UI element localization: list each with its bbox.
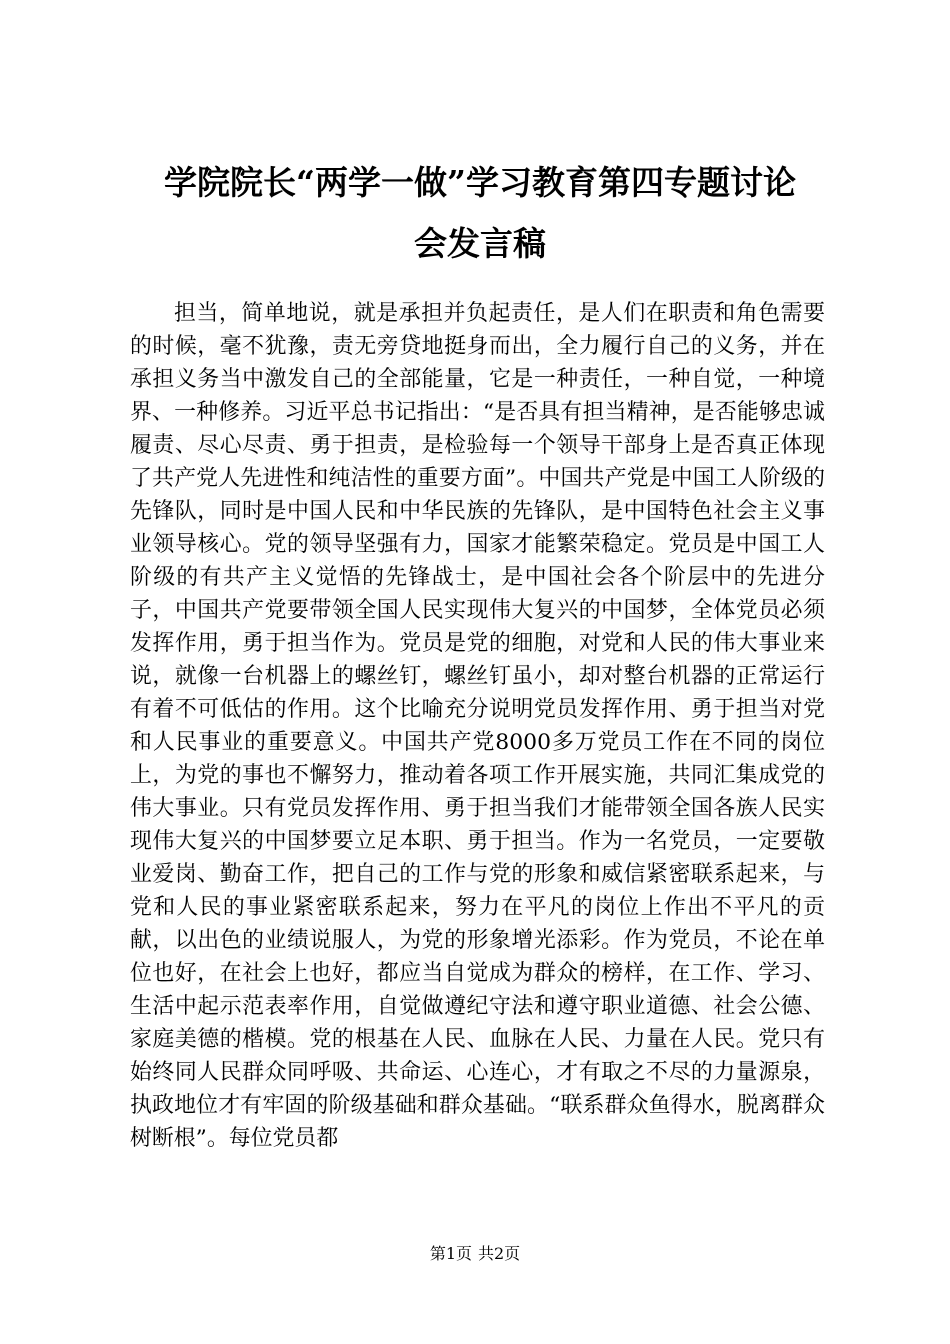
body-paragraph: 担当，简单地说，就是承担并负起责任，是人们在职责和角色需要的时候，毫不犹豫，责无旁贷地挺身而出，全力履行自己的义务，并在承担义务当中激发自己的全部能量，它是一种责任，一种自觉，一种境界、一种修养。习近平总书记指出：“是否具有担当精神，是否能够忠诚履责、尽心尽责、勇于担责，是检验每一个领导干部身上是否真正体现了共产党人先进性和纯洁性的重要方面”。中国共产党是中国工人阶级的先锋队，同时是中国人民和中华民族的先锋队，是中国特色社会主义事业领导核心。党的领导坚强有力，国家才能繁荣稳定。党员是中国工人阶级的有共产主义觉悟的先锋战士，是中国社会各个阶层中的先进分子，中国共产党要带领全国人民实现伟大复兴的中国梦，全体党员必须发挥作用，勇于担当作为。党员是党的细胞，对党和人民的伟大事业来说，就像一台机器上的螺丝钉，螺丝钉虽小，却对整台机器的正常运行有着不可低估的作用。这个比喻充分说明党员发挥作用、勇于担当对党和人民事业的重要意义。中国共产党8000多万党员工作在不同的岗位上，为党的事也不懈努力，推动着各项工作开展实施，共同汇集成党的伟大事业。只有党员发挥作用、勇于担当我们才能带领全国各族人民实现伟大复兴的中国梦要立足本职、勇于担当。作为一名党员，一定要敬业爱岗、勤奋工作，把自己的工作与党的形象和威信紧密联系起来，与党和人民的事业紧密联系起来，努力在平凡的岗位上作出不平凡的贡献，以出色的业绩说服人，为党的形象增光添彩。作为党员，不论在单位也好，在社会上也好，都应当自觉成为群众的榜样，在工作、学习、生活中起示范表率作用，自觉做遵纪守法和遵守职业道德、社会公德、家庭美德的楷模。党的根基在人民、血脉在人民、力量在人民。党只有始终同人民群众同呼吸、共命运、心连心，才有取之不尽的力量源泉，执政地位才有牢固的阶级基础和群众基础。“联系群众鱼得水，脱离群众树断根”。每位党员都 <box>130 301 825 1151</box>
page-number-current: 第1页 <box>429 1244 472 1263</box>
document-title-line-2: 会发言稿 <box>414 224 546 263</box>
page-number-total: 共2页 <box>478 1244 521 1263</box>
document-title-line-1: 学院院长“两学一做”学习教育第四专题讨论 <box>164 163 796 202</box>
page-footer <box>0 1244 950 1264</box>
